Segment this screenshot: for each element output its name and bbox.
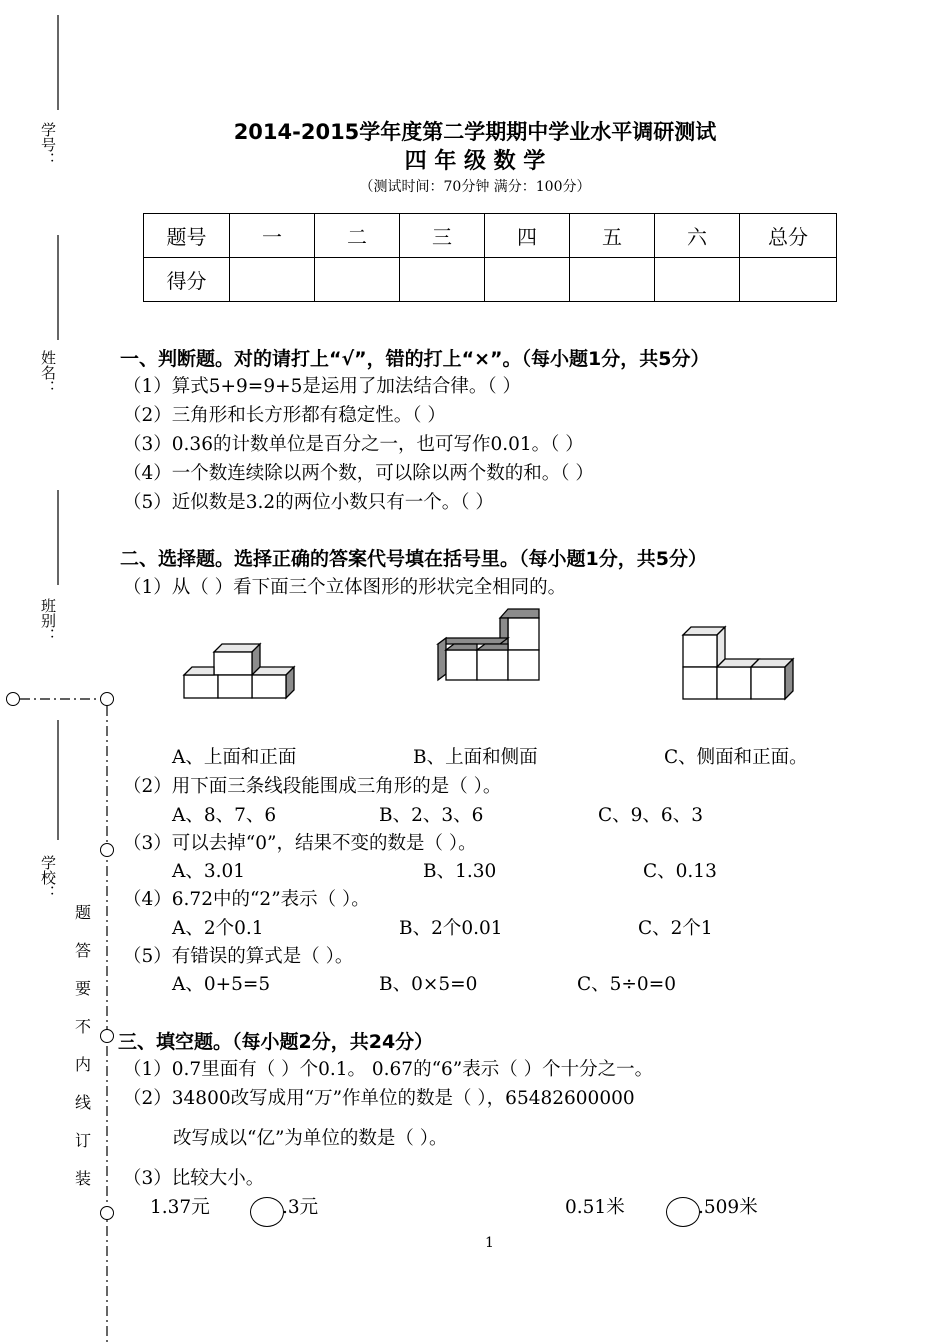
- option: C、0.13: [643, 861, 717, 882]
- question-item: （3）0.36的计数单位是百分之一，也可写作0.01。（ ）: [123, 434, 584, 455]
- question-item: （2）34800改写成用“万”作单位的数是（ ），65482600000: [123, 1088, 635, 1109]
- compare-right-value: .3元: [282, 1197, 319, 1218]
- compare-blank-circle[interactable]: [250, 1197, 284, 1227]
- question-item: （5）有错误的算式是（ ）。: [123, 946, 354, 967]
- compare-blank-circle[interactable]: [666, 1197, 700, 1227]
- score-table-header-row: [144, 214, 837, 258]
- option: A、上面和正面: [172, 747, 297, 768]
- option: C、5÷0=0: [577, 974, 676, 995]
- score-cell[interactable]: [570, 258, 655, 302]
- question-item: （1）从（ ）看下面三个立体图形的形状完全相同的。: [123, 577, 567, 598]
- score-table-score-row: [144, 258, 837, 302]
- exam-info: （测试时间：70分钟 满分：100分）: [359, 179, 591, 195]
- option: C、侧面和正面。: [664, 747, 808, 768]
- score-cell[interactable]: [740, 258, 837, 302]
- score-cell[interactable]: [655, 258, 740, 302]
- option: C、2个1: [638, 918, 713, 939]
- warning-char: 内: [75, 1055, 92, 1074]
- score-table: [143, 213, 837, 302]
- table-cell: 六: [655, 214, 740, 258]
- warning-char: 答: [75, 941, 92, 960]
- option: B、1.30: [423, 861, 497, 882]
- score-cell[interactable]: [400, 258, 485, 302]
- question-item: （3）可以去掉“0”，结果不变的数是（ ）。: [123, 833, 477, 854]
- compare-right-value: .509米: [698, 1197, 758, 1218]
- table-cell: 得分: [144, 258, 230, 302]
- question-item: （4）6.72中的“2”表示（ ）。: [123, 889, 370, 910]
- class-label: 班别：: [39, 598, 57, 643]
- option: B、2、3、6: [379, 805, 484, 826]
- table-cell: 题号: [144, 214, 230, 258]
- option: A、2个0.1: [172, 918, 264, 939]
- warning-char: 线: [75, 1093, 92, 1112]
- score-cell[interactable]: [485, 258, 570, 302]
- question-item: （2）三角形和长方形都有稳定性。（ ）: [123, 405, 446, 426]
- table-cell: 五: [570, 214, 655, 258]
- name-label: 姓名：: [39, 350, 57, 395]
- option: B、2个0.01: [399, 918, 503, 939]
- table-cell: 一: [230, 214, 315, 258]
- question-item: （1）算式5+9=9+5是运用了加法结合律。（ ）: [123, 376, 521, 397]
- score-cell[interactable]: [230, 258, 315, 302]
- cube-figure-a: [180, 640, 300, 702]
- binding-hole: [100, 843, 114, 857]
- option: A、0+5=5: [172, 974, 271, 995]
- warning-char: 要: [75, 979, 92, 998]
- page-number: 1: [485, 1235, 494, 1251]
- section1-title: 一、判断题。对的请打上“√”，错的打上“×”。（每小题1分，共5分）: [120, 348, 710, 370]
- question-item: （5）近似数是3.2的两位小数只有一个。（ ）: [123, 492, 494, 513]
- option: A、8、7、6: [172, 805, 277, 826]
- binding-hole: [100, 1206, 114, 1220]
- warning-char: 装: [75, 1169, 92, 1188]
- section3-title: 三、填空题。（每小题2分，共24分）: [118, 1031, 434, 1053]
- table-cell: 三: [400, 214, 485, 258]
- warning-char: 不: [75, 1017, 92, 1036]
- binding-hole: [100, 1029, 114, 1043]
- binding-hole: [100, 692, 114, 706]
- option: B、上面和侧面: [413, 747, 538, 768]
- student-id-label: 学号：: [39, 122, 57, 167]
- compare-left-value: 0.51米: [565, 1197, 625, 1218]
- warning-char: 订: [75, 1131, 92, 1150]
- question-item: （2）用下面三条线段能围成三角形的是（ ）。: [123, 776, 502, 797]
- exam-title: 2014-2015学年度第二学期期中学业水平调研测试: [233, 120, 717, 144]
- table-cell: 总分: [740, 214, 837, 258]
- question-item: （1）0.7里面有（ ）个0.1。 0.67的“6”表示（ ）个十分之一。: [123, 1059, 654, 1080]
- binding-hole: [6, 692, 20, 706]
- question-item: 改写成以“亿”为单位的数是（ ）。: [173, 1128, 448, 1149]
- section2-title: 二、选择题。选择正确的答案代号填在括号里。（每小题1分，共5分）: [120, 548, 707, 570]
- table-cell: 二: [315, 214, 400, 258]
- option: B、0×5=0: [379, 974, 478, 995]
- exam-subtitle: 四 年 级 数 学: [404, 149, 546, 174]
- question-item: （4）一个数连续除以两个数，可以除以两个数的和。（ ）: [123, 463, 594, 484]
- cube-figure-b: [436, 606, 546, 686]
- compare-left-value: 1.37元: [150, 1197, 210, 1218]
- table-cell: 四: [485, 214, 570, 258]
- option: A、3.01: [172, 861, 246, 882]
- school-label: 学校：: [39, 855, 57, 900]
- option: C、9、6、3: [598, 805, 703, 826]
- question-item: （3）比较大小。: [123, 1168, 265, 1189]
- binding-lines: [0, 0, 130, 1342]
- score-cell[interactable]: [315, 258, 400, 302]
- cube-figure-c: [678, 625, 802, 703]
- warning-char: 题: [75, 903, 92, 922]
